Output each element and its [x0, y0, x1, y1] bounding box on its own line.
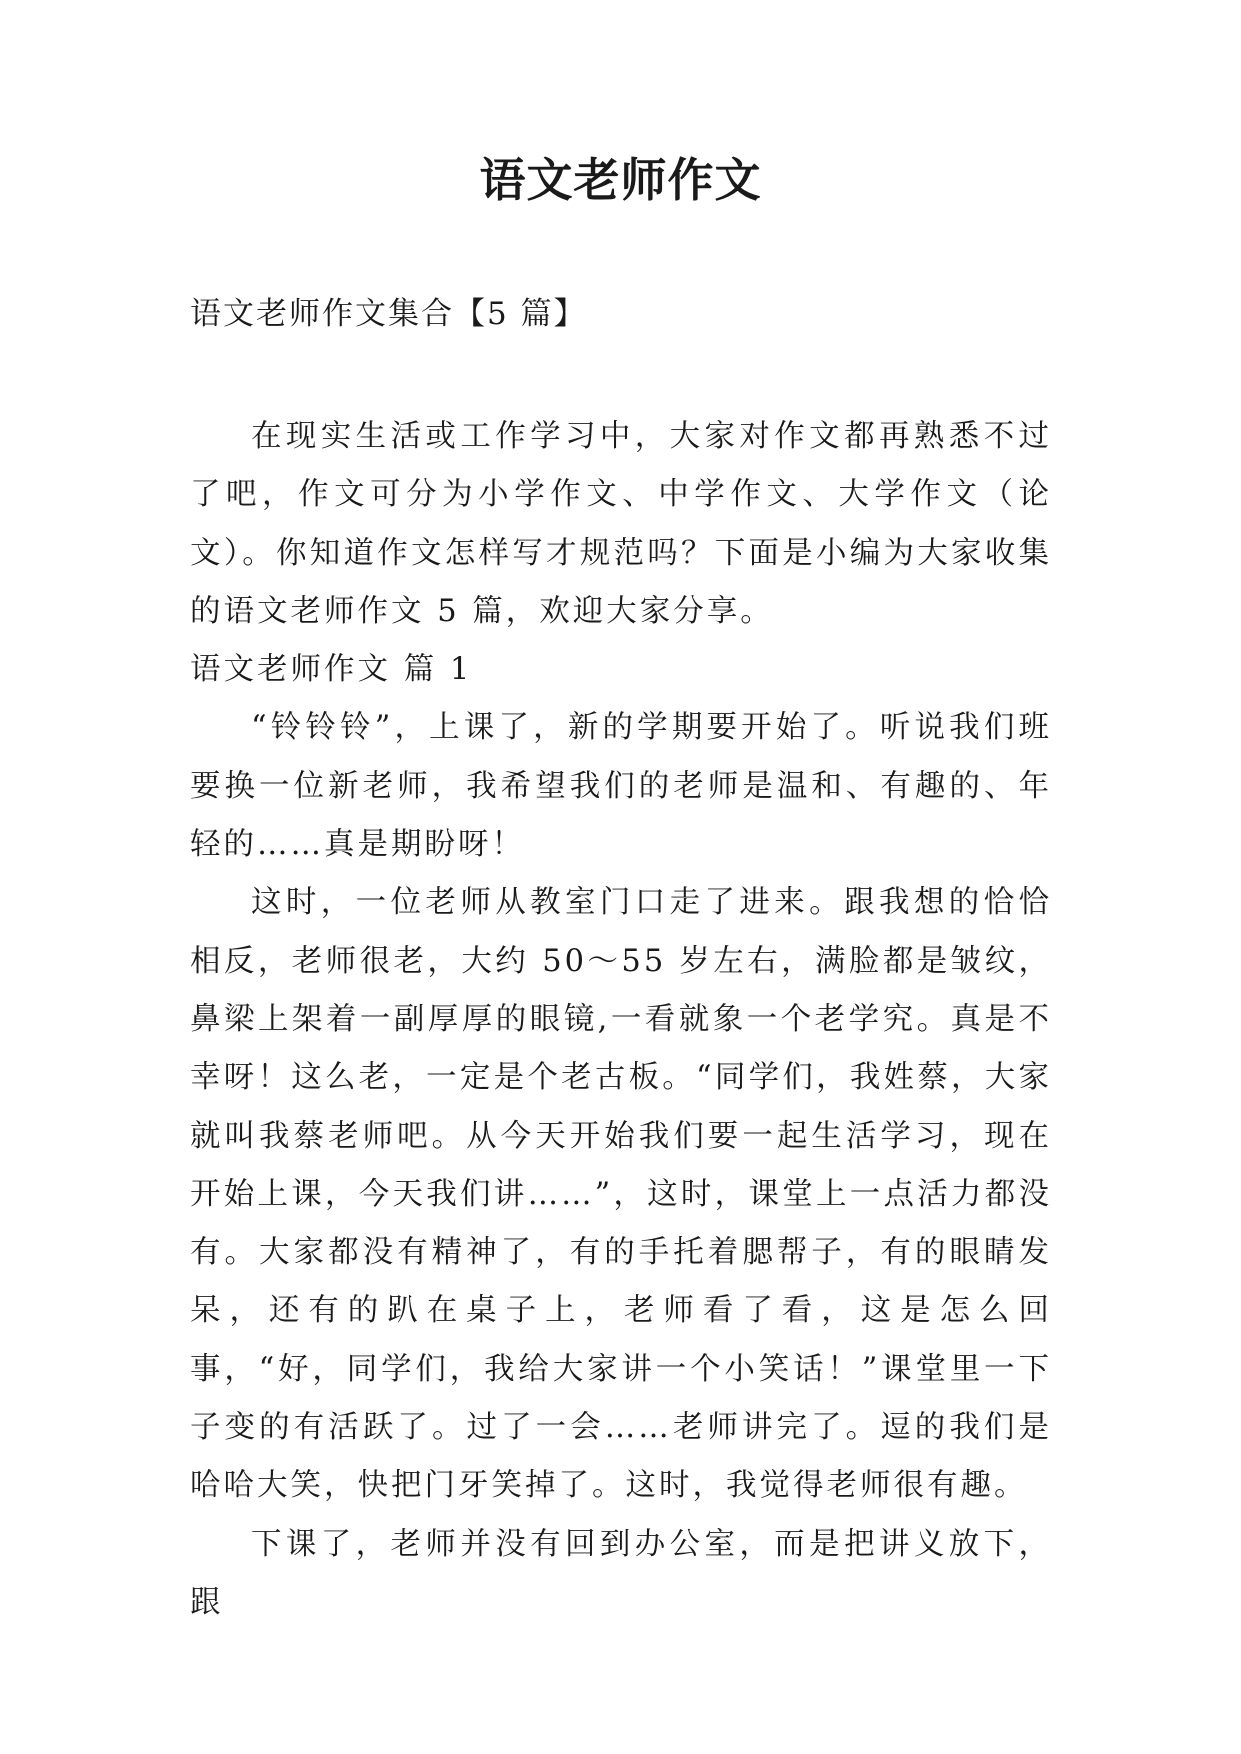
body-paragraph: 这时，一位老师从教室门口走了进来。跟我想的恰恰相反，老师很老，大约 50～55 岁左右，满脸都是皱纹，鼻梁上架着一副厚厚的眼镜,一看就象一个老学究。真是不幸呀！这么老，一定是个老古板。“同学们，我姓蔡，大家就叫我蔡老师吧。从今天开始我们要一起生活学习，现在开始上课，今天我们讲……”，这时，课堂上一点活力都没有。大家都没有精神了，有的手托着腮帮子，有的眼睛发呆，还有的趴在桌子上，老师看了看，这是怎么回事，“好，同学们，我给大家讲一个小笑话！”课堂里一下子变的有活跃了。过了一会……老师讲完了。逗的我们是哈哈大笑，快把门牙笑掉了。这时，我觉得老师很有趣。 — [190, 885, 1052, 1504]
document-subtitle: 语文老师作文集合【5 篇】 — [190, 296, 587, 332]
document-title: 语文老师作文 — [479, 153, 762, 207]
body-paragraph: “铃铃铃”，上课了，新的学期要开始了。听说我们班要换一位新老师，我希望我们的老师是温和、有趣的、年轻的……真是期盼呀！ — [190, 710, 1052, 863]
section-heading: 语文老师作文 篇 1 — [190, 652, 473, 688]
document-body — [190, 408, 1052, 1632]
body-paragraph: 下课了，老师并没有回到办公室，而是把讲义放下，跟 — [190, 1526, 1052, 1620]
intro-paragraph: 在现实生活或工作学习中，大家对作文都再熟悉不过了吧，作文可分为小学作文、中学作文、大学作文（论文）。你知道作文怎样写才规范吗？下面是小编为大家收集的语文老师作文 5 篇，欢迎大家分享。 — [190, 419, 1052, 629]
